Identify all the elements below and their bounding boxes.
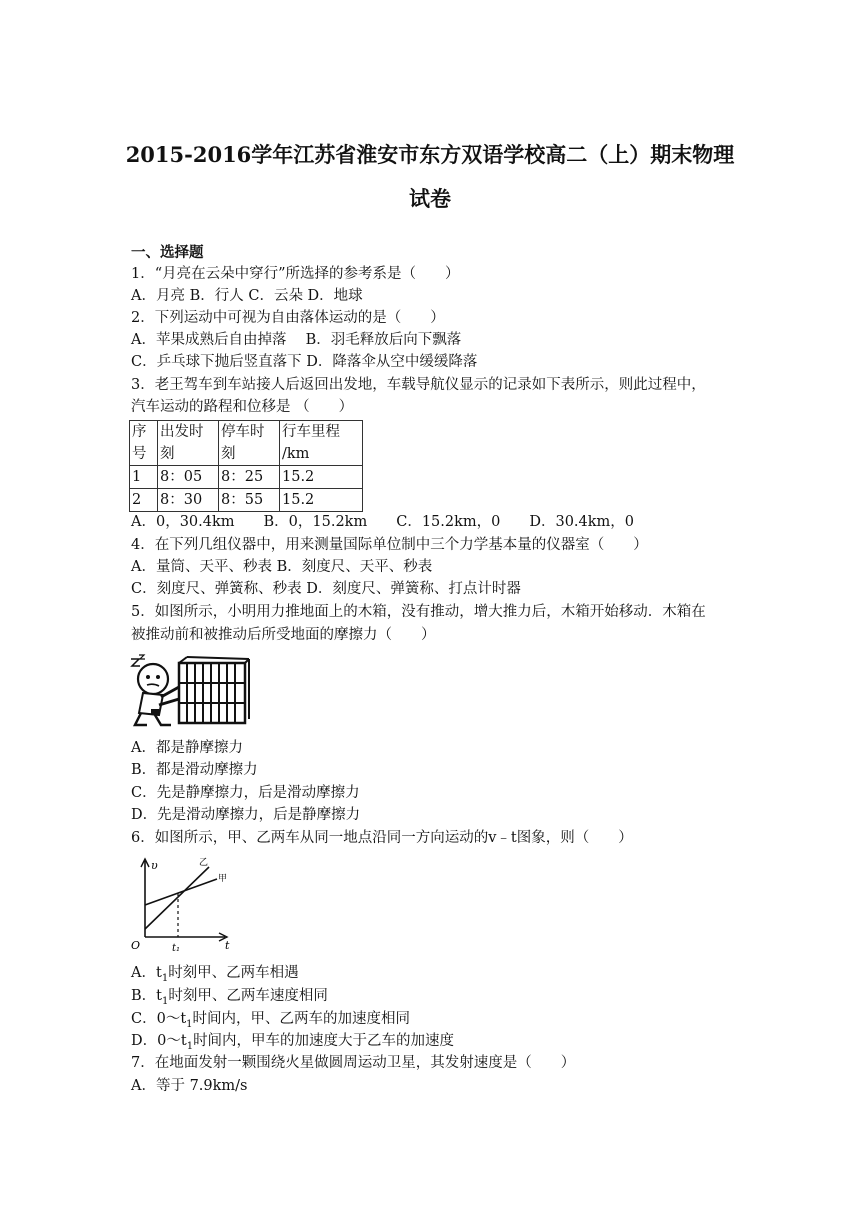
table-cell: 2 xyxy=(130,489,158,512)
table-cell: 8：05 xyxy=(158,466,219,489)
title-line-1: 2015-2016学年江苏省淮安市东方双语学校高二（上）期末物理 xyxy=(125,142,735,167)
title-line-2: 试卷 xyxy=(409,186,451,211)
q1-options: A．月亮 B．行人 C．云朵 D．地球 xyxy=(131,288,363,304)
jia-label: 甲 xyxy=(218,874,228,884)
table-cell: 15.2 xyxy=(280,466,363,489)
q6-option-b: B．$t_1$时刻甲、乙两车速度相同 xyxy=(131,988,328,1007)
q6-option-d: D．$0\sim t_1$时间内，甲车的加速度大于乙车的加速度 xyxy=(131,1033,455,1052)
table-row xyxy=(130,489,363,512)
q4-stem: 4．在下列几组仪器中，用来测量国际单位制中三个力学基本量的仪器室（ ） xyxy=(131,537,648,553)
q5-stem-1: 5．如图所示，小明用力推地面上的木箱，没有推动，增大推力后，木箱开始移动．木箱在 xyxy=(131,604,706,620)
origin-label: O xyxy=(131,939,141,952)
header-cell-index: 序 号 xyxy=(130,421,158,466)
q3-stem-1: 3．老王驾车到车站接人后返回出发地，车载导航仪显示的记录如下表所示，则此过程中， xyxy=(131,377,706,393)
boy-pushing-box-figure xyxy=(129,653,251,729)
table-header-row xyxy=(130,421,363,466)
q2-options-cd: C．乒乓球下抛后竖直落下 D．降落伞从空中缓缓降落 xyxy=(131,354,478,370)
header-cell-stop: 停车时 刻 xyxy=(219,421,280,466)
q5-option-d: D．先是滑动摩擦力，后是静摩擦力 xyxy=(131,807,361,823)
q4-options-cd: C．刻度尺、弹簧称、秒表 D．刻度尺、弹簧称、打点计时器 xyxy=(131,581,521,597)
section-heading: 一、选择题 xyxy=(131,244,204,261)
q6-option-c: C．$0\sim t_1$时间内，甲、乙两车的加速度相同 xyxy=(131,1011,411,1030)
q2-stem: 2．下列运动中可视为自由落体运动的是（ ） xyxy=(131,310,445,326)
y-axis-label: υ xyxy=(151,859,158,872)
table-cell: 8：55 xyxy=(219,489,280,512)
q4-options-ab: A．量筒、天平、秒表 B．刻度尺、天平、秒表 xyxy=(131,559,433,575)
line-yi xyxy=(145,867,209,929)
yi-label: 乙 xyxy=(199,858,209,868)
q1-stem: 1．“月亮在云朵中穿行”所选择的参考系是（ ） xyxy=(131,266,460,282)
header-cell-mileage: 行车里程 /km xyxy=(280,421,363,466)
q6-option-a: A．$t_1$时刻甲、乙两车相遇 xyxy=(131,965,299,984)
x-axis-label: t xyxy=(225,939,230,952)
q5-option-b: B．都是滑动摩擦力 xyxy=(131,762,258,778)
table-cell: 1 xyxy=(130,466,158,489)
q2-options-ab: A．苹果成熟后自由掉落 B．羽毛释放后向下飘落 xyxy=(131,332,462,348)
q7-stem: 7．在地面发射一颗围绕火星做圆周运动卫星，其发射速度是（ ） xyxy=(131,1055,576,1071)
table-row xyxy=(130,466,363,489)
table-cell: 15.2 xyxy=(280,489,363,512)
vt-graph-figure xyxy=(129,853,233,953)
table-cell: 8：25 xyxy=(219,466,280,489)
q3-stem-2: 汽车运动的路程和位移是 （ ） xyxy=(131,399,354,415)
q5-stem-2: 被推动前和被推动后所受地面的摩擦力（ ） xyxy=(131,627,436,643)
q5-option-c: C．先是静摩擦力，后是滑动摩擦力 xyxy=(131,785,360,801)
q7-option-a: A．等于 7.9km/s xyxy=(131,1078,248,1094)
table-cell: 8：30 xyxy=(158,489,219,512)
header-cell-depart: 出发时 刻 xyxy=(158,421,219,466)
q3-trip-table xyxy=(129,420,363,512)
q3-options: A．0，30.4km B．0，15.2km C．15.2km，0 D．30.4km，0 xyxy=(131,514,635,530)
line-jia xyxy=(145,879,217,905)
q5-option-a: A．都是静摩擦力 xyxy=(131,740,243,756)
t1-label: t₁ xyxy=(172,943,181,953)
q6-stem: 6．如图所示，甲、乙两车从同一地点沿同一方向运动的v﹣t图象，则（ ） xyxy=(131,830,633,846)
